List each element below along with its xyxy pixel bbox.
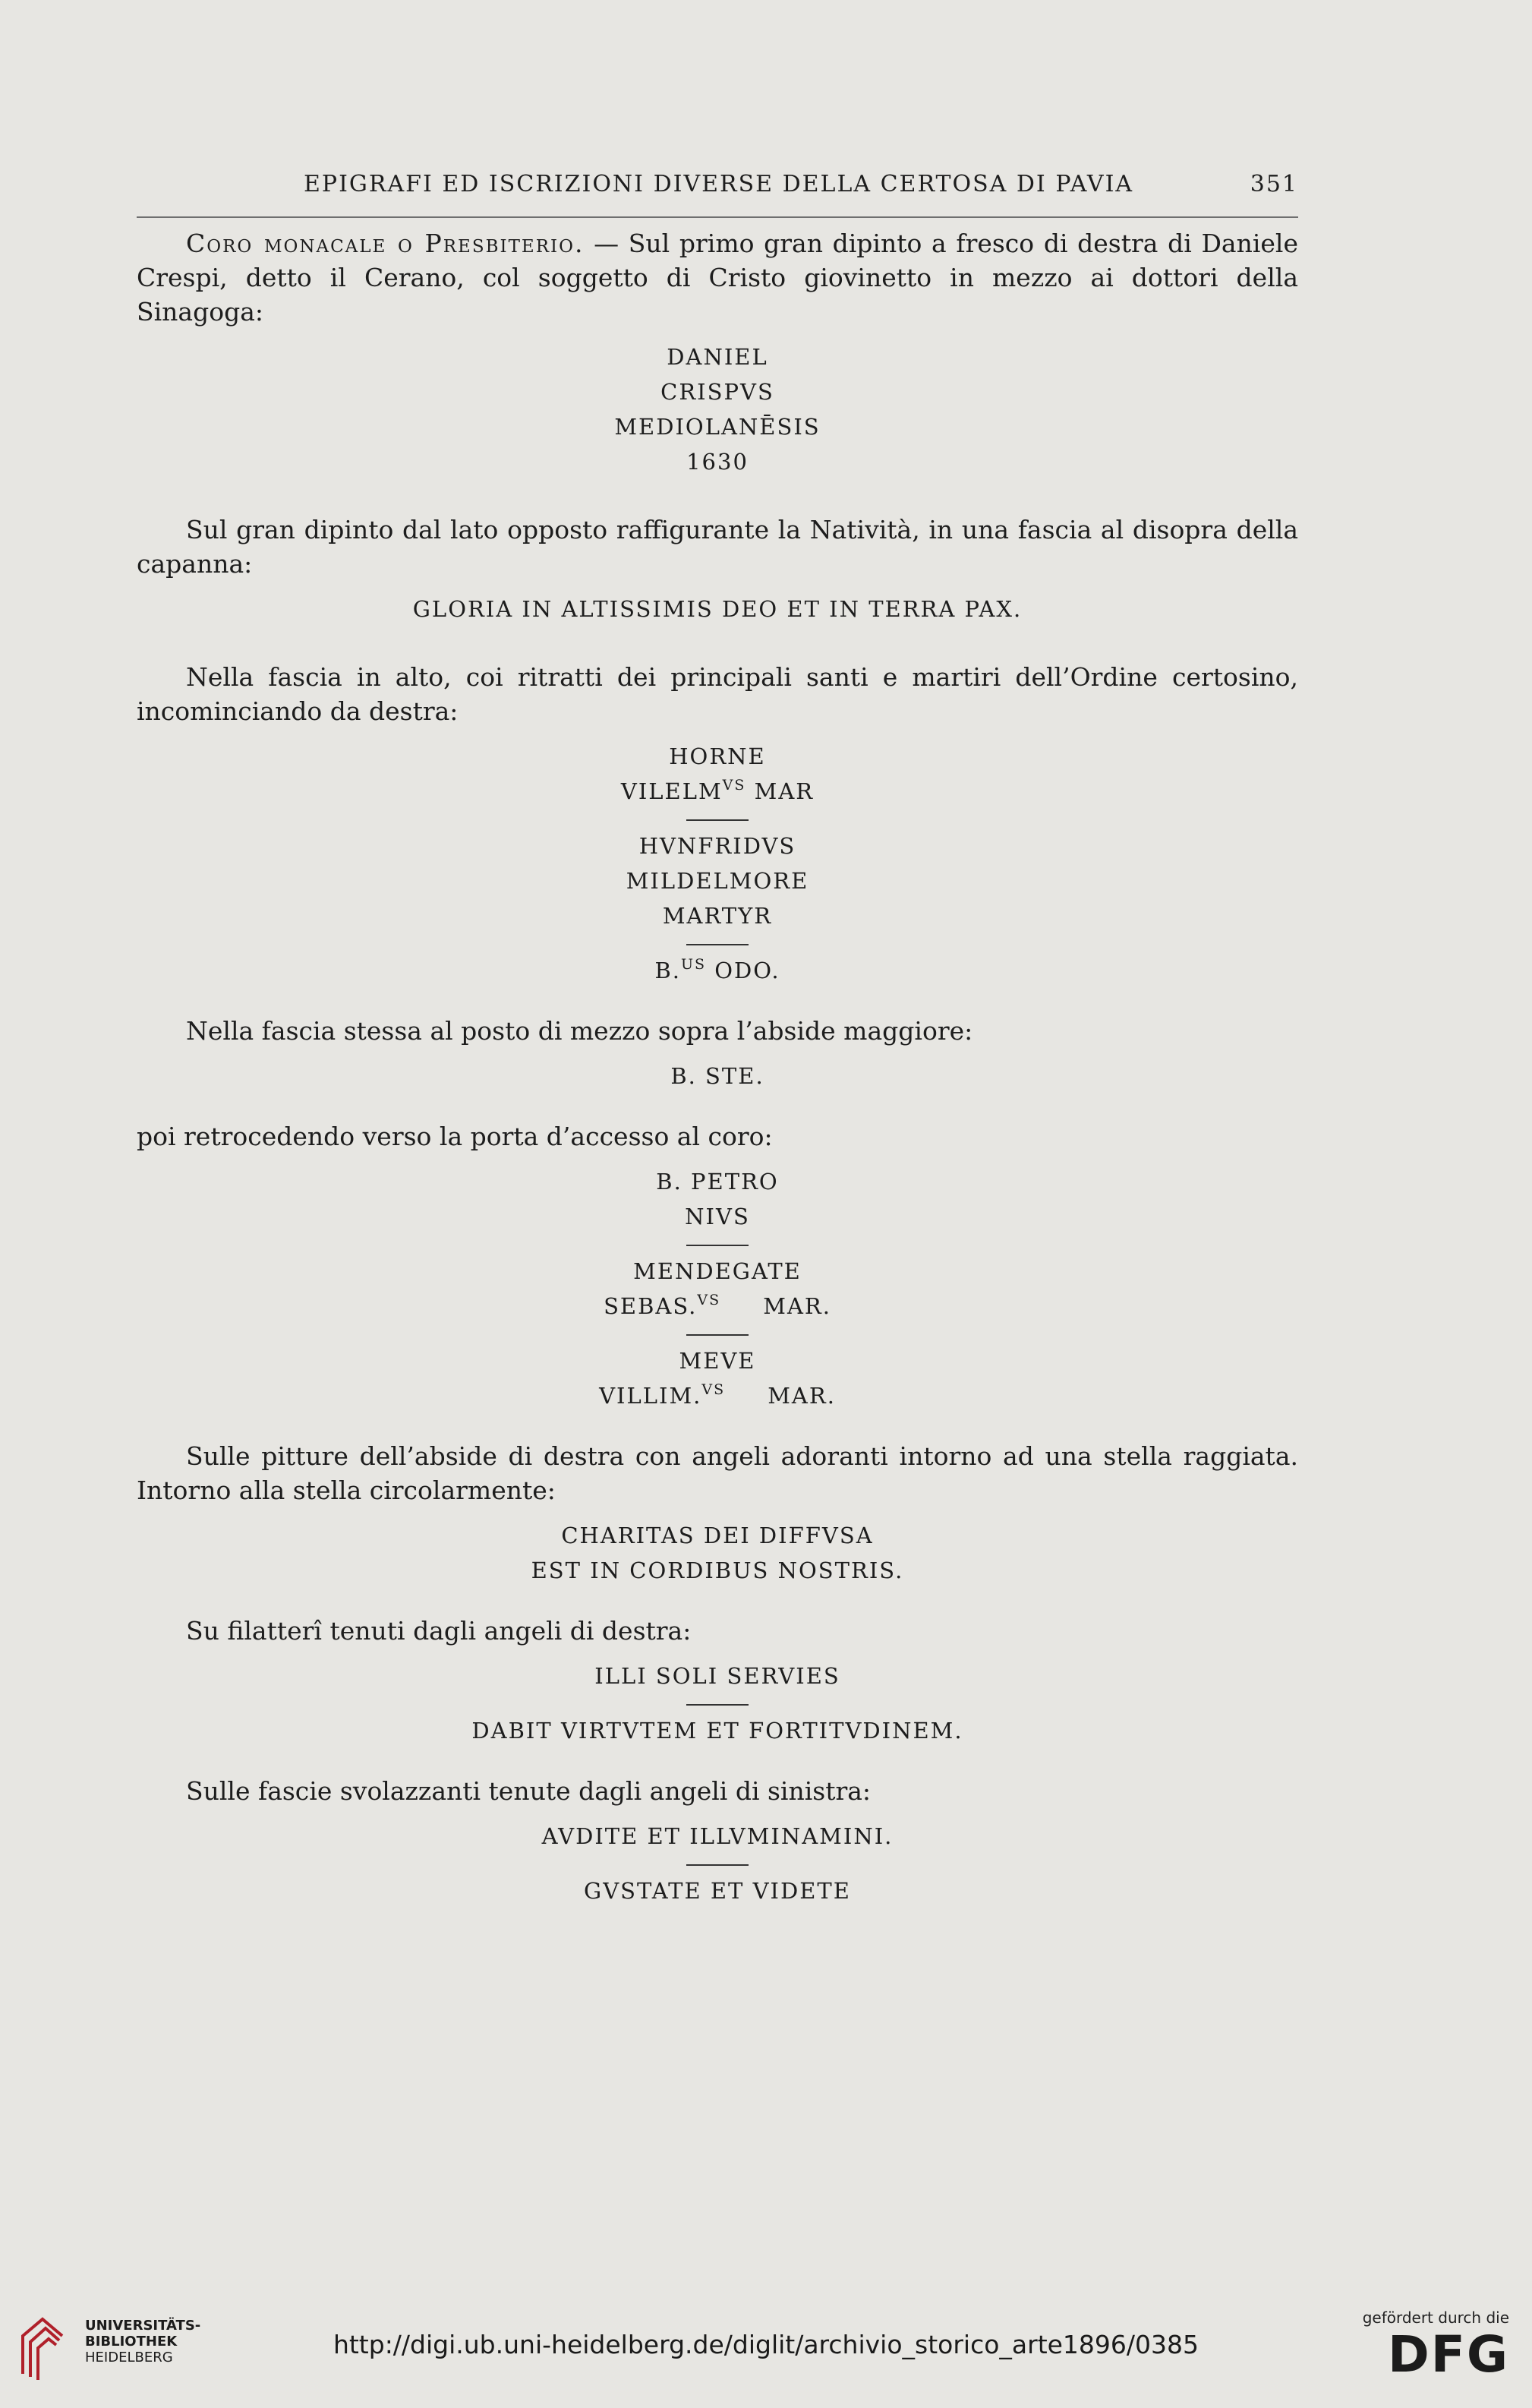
- inscription-line: HVNFRIDVS: [638, 833, 796, 859]
- inscription-line: 1630: [686, 449, 749, 475]
- inscription-line: B. PETRO: [656, 1169, 779, 1195]
- inscription-line: MEVE: [679, 1348, 756, 1374]
- inscription-petronivs: [137, 1164, 1298, 1234]
- header-rule: [137, 216, 1298, 218]
- inscription-line: HORNE: [669, 743, 766, 769]
- dfg-logo: [1357, 2309, 1509, 2392]
- inscription-gvstate: GVSTATE ET VIDETE: [584, 1878, 851, 1904]
- inscription-line: MILDELMORE: [626, 868, 809, 894]
- inscription-line: MARTYR: [662, 903, 773, 929]
- inscription-line: NIVS: [685, 1204, 750, 1229]
- inscription-line: CRISPVS: [660, 379, 774, 405]
- section-heading: Coro monacale o Presbiterio.: [186, 229, 585, 258]
- page-number: 351: [1250, 171, 1298, 197]
- inscription-line: VILLIM.$^{VS}$ MAR.: [599, 1381, 836, 1409]
- running-title: EPIGRAFI ED ISCRIZIONI DIVERSE DELLA CERTOSA DI PAVIA: [304, 171, 1134, 197]
- running-header: [137, 171, 1298, 209]
- library-line: HEIDELBERG: [85, 2350, 173, 2365]
- separator-rule: [686, 1245, 749, 1246]
- inscription-gloria: GLORIA IN ALTISSIMIS DEO ET IN TERRA PAX.: [412, 596, 1023, 622]
- inscription-daniel: [137, 339, 1298, 479]
- paragraph-fascie: Sulle fascie svolazzanti tenute dagli angeli di sinistra:: [186, 1776, 872, 1806]
- inscription-meve: [137, 1343, 1298, 1413]
- library-line: UNIVERSITÄTS-: [85, 2318, 201, 2334]
- funded-label: gefördert durch die: [1362, 2309, 1509, 2327]
- inscription-line: $VILELM^{VS}$ MAR: [620, 777, 815, 804]
- digitization-footer: [0, 2286, 1532, 2408]
- separator-rule: [686, 1864, 749, 1866]
- inscription-line: SEBAS.$^{VS}$ MAR.: [604, 1292, 831, 1319]
- inscription-avdite: AVDITE ET ILLVMINAMINI.: [541, 1823, 894, 1849]
- paragraph-stella: Sulle pitture dell’abside di destra con angeli adoranti intorno ad una stella raggiata. Intorno alla stella circolarmente:: [137, 1441, 1298, 1505]
- inscription-horne: [137, 739, 1298, 809]
- library-line: BIBLIOTHEK: [85, 2334, 178, 2350]
- inscription-ste: B. STE.: [670, 1063, 764, 1089]
- inscription-hvnfridvs: [137, 828, 1298, 933]
- paragraph-coro: [137, 226, 1298, 329]
- inscription-line: CHARITAS DEI DIFFVSA: [561, 1523, 874, 1548]
- separator-rule: [686, 1704, 749, 1706]
- dfg-wordmark: DFG: [1387, 2325, 1509, 2384]
- inscription-odo: B.$^{US}$ ODO.: [654, 956, 780, 983]
- inscription-line: DANIEL: [667, 344, 768, 370]
- paragraph-filatteri: Su filatterî tenuti dagli angeli di destra:: [186, 1616, 692, 1646]
- paragraph-fascia: Nella fascia in alto, coi ritratti dei principali santi e martiri dell’Ordine certosino, incominciando da destra:: [137, 662, 1298, 726]
- inscription-illi-soli: ILLI SOLI SERVIES: [594, 1663, 840, 1689]
- inscription-mendegate: [137, 1254, 1298, 1324]
- separator-rule: [686, 819, 749, 821]
- inscription-charitas: [137, 1518, 1298, 1588]
- inscription-line: MEDIOLANĒSIS: [614, 414, 821, 440]
- inscription-line: EST IN CORDIBUS NOSTRIS.: [531, 1557, 904, 1583]
- separator-rule: [686, 1334, 749, 1336]
- paragraph-nativita: Sul gran dipinto dal lato opposto raffigurante la Natività, in una fascia al disopra della capanna:: [137, 515, 1298, 579]
- paragraph-retrocedendo: poi retrocedendo verso la porta d’accesso al coro:: [137, 1122, 773, 1151]
- separator-rule: [686, 944, 749, 945]
- inscription-dabit: DABIT VIRTVTEM ET FORTITVDINEM.: [471, 1718, 963, 1744]
- inscription-line: MENDEGATE: [633, 1258, 802, 1284]
- source-url[interactable]: http://digi.ub.uni-heidelberg.de/diglit/archivio_storico_arte1896/0385: [333, 2330, 1199, 2359]
- main-text: [137, 226, 1298, 1908]
- paragraph-text: — Sul primo gran dipinto a fresco di destra di Daniele Crespi, detto il Cerano, col soggetto di Cristo giovinetto in mezzo ai dottori della Sinagoga:: [137, 229, 1299, 327]
- paragraph-abside: Nella fascia stessa al posto di mezzo sopra l’abside maggiore:: [186, 1016, 973, 1046]
